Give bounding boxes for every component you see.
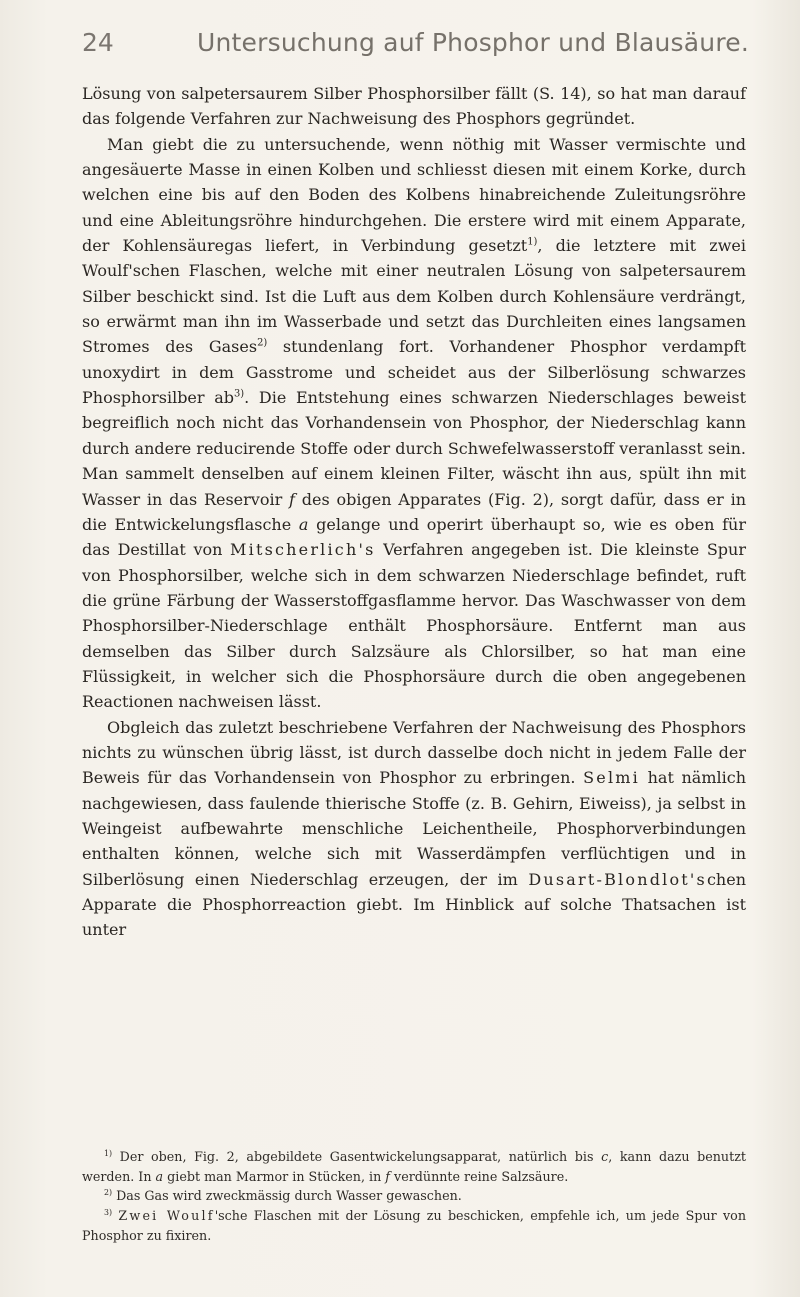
text-run: stundenlang fort. Vorhandener Phosphor verdampft unoxydirt in dem Gasstrome und scheidet aus der Silberlösung schwarzes Phosphorsilber ab bbox=[82, 337, 747, 408]
footnote-3 bbox=[82, 1206, 746, 1245]
footnote-marker: 1) bbox=[104, 1148, 113, 1158]
text-run: des obigen Apparates (Fig. 2), sorgt dafür, dass er in die Entwickelungsflasche bbox=[82, 489, 746, 534]
text-run: verdünnte reine Salzsäure. bbox=[390, 1168, 569, 1184]
body-text bbox=[82, 81, 746, 943]
text-run: chen Apparate die Phosphorreaction giebt. Im Hinblick auf solche Thatsachen ist unter bbox=[82, 869, 746, 940]
page-header bbox=[82, 28, 749, 68]
spaced-name: Selmi bbox=[583, 768, 640, 788]
italic-reference: f bbox=[385, 1168, 390, 1184]
paragraph-2 bbox=[82, 132, 746, 715]
spaced-name: Dusart-Blondlot's bbox=[528, 869, 707, 889]
text-run: gelange und operirt überhaupt so, wie es oben für das Destillat von bbox=[82, 514, 747, 560]
text-run: Lösung von salpetersaurem Silber Phosphorsilber fällt (S. 14), so hat man darauf das folgende Verfahren zur Nachweisung des Phosphors gegründet. bbox=[82, 84, 746, 129]
footnote-marker: 1) bbox=[527, 236, 538, 248]
text-run: Das Gas wird zweckmässig durch Wasser gewaschen. bbox=[112, 1188, 462, 1204]
italic-reference: a bbox=[298, 514, 309, 534]
footnote-marker: 3) bbox=[233, 388, 245, 400]
italic-reference: f bbox=[289, 489, 295, 509]
page-number: 24 bbox=[82, 28, 114, 57]
italic-reference: a bbox=[155, 1168, 164, 1184]
spaced-name: Mitscherlich's bbox=[230, 540, 376, 560]
footnotes bbox=[82, 1147, 746, 1246]
text-run: 'sche Flaschen mit der Lösung zu beschicken, empfehle ich, um jede Spur von Phosphor zu fixiren. bbox=[82, 1208, 746, 1243]
text-run: Der oben, Fig. 2, abgebildete Gasentwickelungsapparat, natürlich bis bbox=[112, 1149, 602, 1164]
footnote-marker: 3) bbox=[104, 1207, 113, 1217]
italic-reference: c bbox=[601, 1149, 609, 1164]
footnote-marker: 2) bbox=[104, 1188, 113, 1198]
text-run: . Die Entstehung eines schwarzen Niederschlages beweist begreiflich noch nicht das Vorhandensein von Phosphor, der Niederschlag kann durch andere reducirende Stoffe oder durch Schwefelwasserstoff veranlasst sein. Man sammelt denselben auf einem kleinen Filter, wäscht ihn aus, spült ihn mit Wasser in das Reservoir bbox=[82, 388, 747, 509]
footnote-2 bbox=[82, 1186, 746, 1206]
footnote-marker: 2) bbox=[257, 338, 268, 350]
paragraph-1 bbox=[82, 81, 746, 132]
text-run: Obgleich das zuletzt beschriebene Verfahren der Nachweisung des Phosphors nichts zu wünschen übrig lässt, ist durch dasselbe doch nicht in jedem Falle der Beweis für das Vorhandensein von Phosphor zu erbringen. bbox=[82, 717, 746, 788]
text-run: hat nämlich nachgewiesen, dass faulende thierische Stoffe (z. B. Gehirn, Eiweiss), ja selbst in Weingeist aufbewahrte menschliche Leichentheile, Phosphorverbindungen enthalten können, welche sich mit Wasserdämpfen verflüchtigen und in Silberlösung einen Niederschlag erzeugen, der im bbox=[82, 768, 747, 889]
paragraph-3 bbox=[82, 715, 746, 943]
footnote-1 bbox=[82, 1147, 746, 1186]
text-run: Verfahren angegeben ist. Die kleinste Spur von Phosphorsilber, welche sich in dem schwarzen Niederschlage befindet, ruft die grüne Färbung der Wasserstoffgasflamme hervor. Das Waschwasser von dem Phosphorsilber-Niederschlage enthält Phosphorsäure. Entfernt man aus demselben das Silber durch Salzsäure als Chlorsilber, so hat man eine Flüssigkeit, in welcher sich die Phosphorsäure durch die oben angegebenen Reactionen nachweisen lässt. bbox=[82, 540, 747, 712]
text-run: giebt man Marmor in Stücken, in bbox=[163, 1168, 386, 1184]
text-run: , die letztere mit zwei Woulf'schen Flaschen, welche mit einer neutralen Lösung von salpetersaurem Silber beschickt sind. Ist die Luft aus dem Kolben durch Kohlensäure verdrängt, so erwärmt man ihn im Wasserbade und setzt das Durchleiten eines langsamen Stromes des Gases bbox=[82, 236, 747, 357]
spaced-name: Zwei Woulf bbox=[118, 1208, 215, 1224]
text-run: Man giebt die zu untersuchende, wenn nöthig mit Wasser vermischte und angesäuerte Masse in einen Kolben und schliesst diesen mit einem Korke, durch welchen eine bis auf den Boden des Kolbens hinabreichende Zuleitungsröhre und eine Ableitungsröhre hindurchgehen. Die erstere wird mit einem Apparate, der Kohlensäuregas liefert, in Verbindung gesetzt bbox=[82, 134, 746, 256]
text-run: , kann dazu benutzt werden. In bbox=[82, 1149, 746, 1184]
running-head: Untersuchung auf Phosphor und Blausäure. bbox=[197, 28, 749, 57]
